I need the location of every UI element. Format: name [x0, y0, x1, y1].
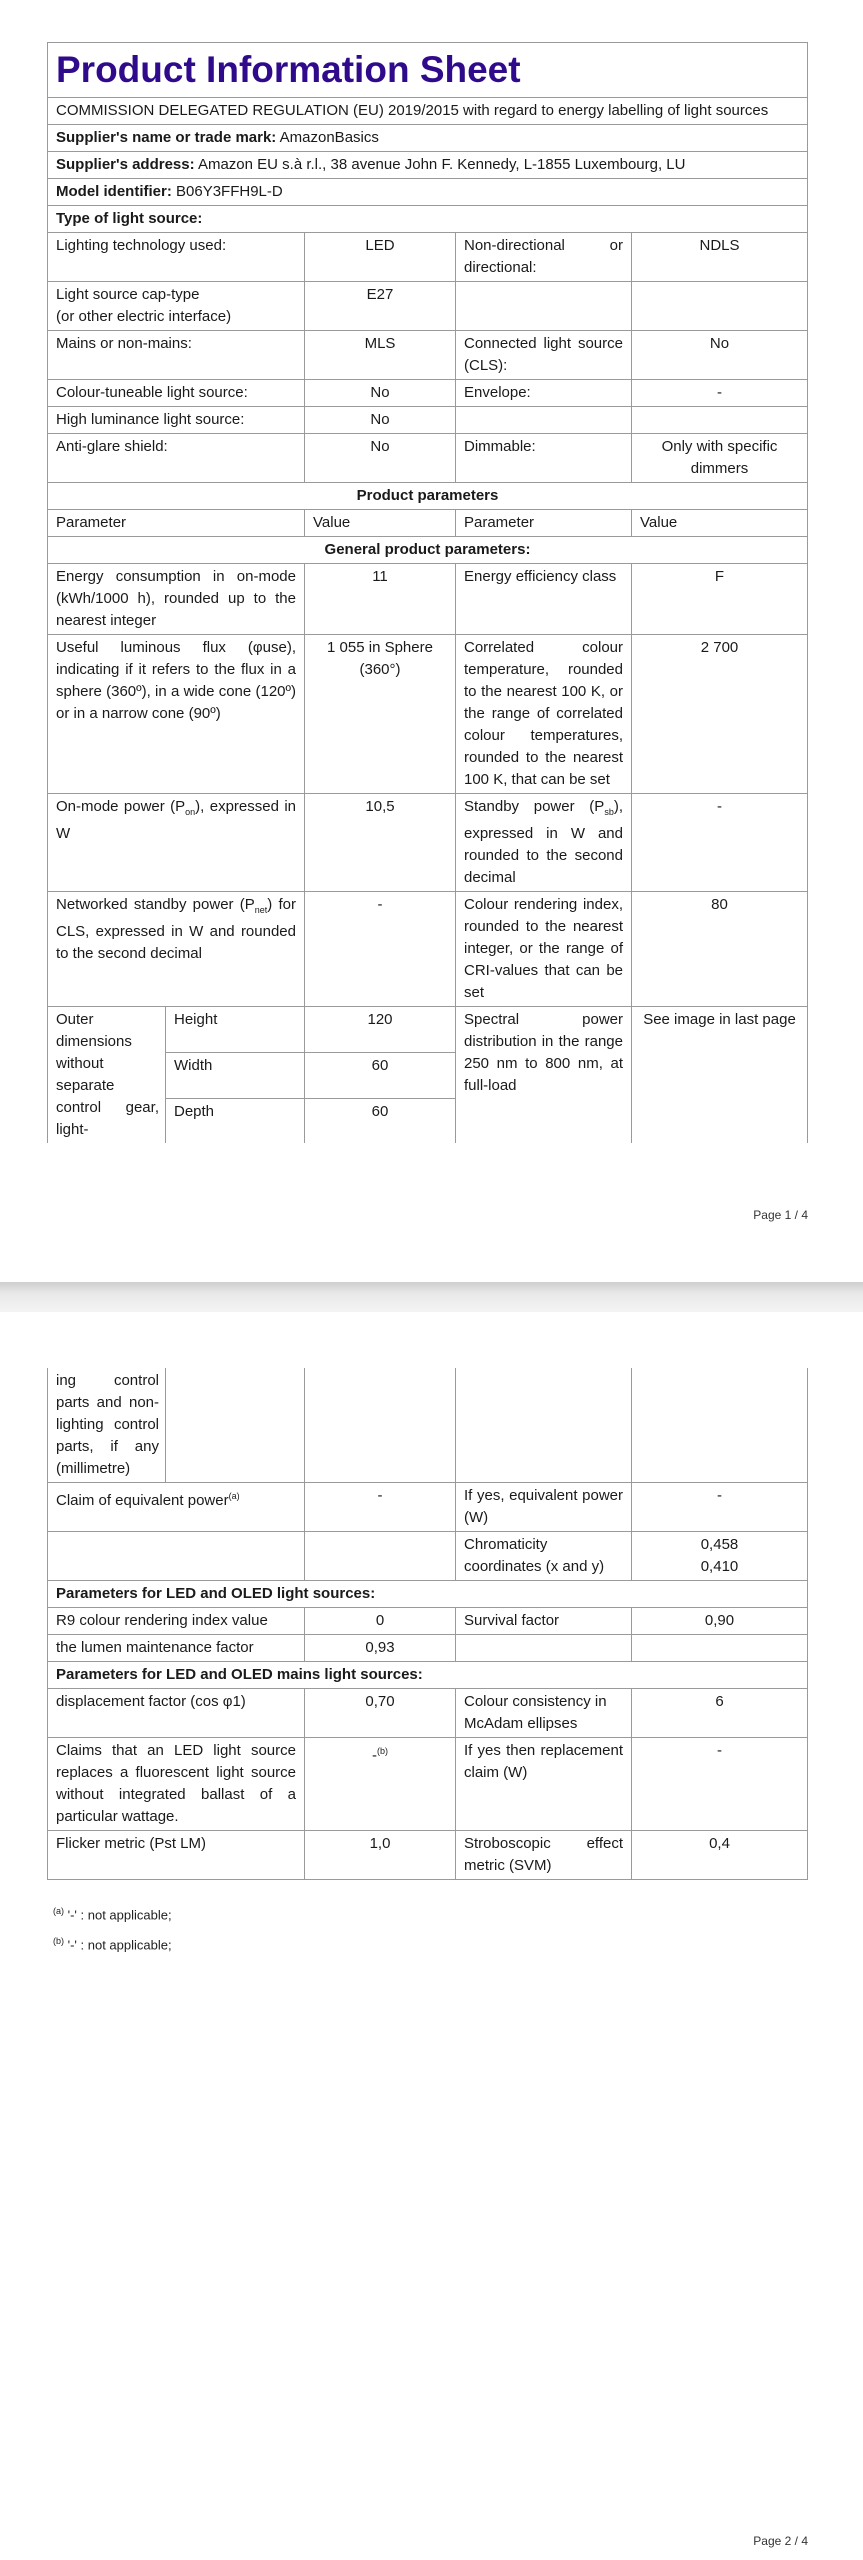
- standby-label: [456, 794, 632, 892]
- height-value: 120: [305, 1007, 456, 1053]
- onpower-label-a: On-mode power (P: [56, 798, 186, 815]
- energy-label: Energy consumption in on-mode (kWh/1000 h), rounded up to the nearest integer: [48, 564, 305, 635]
- depth-value: 60: [305, 1098, 456, 1143]
- footnotes: [53, 1898, 172, 1959]
- width-value: 60: [305, 1052, 456, 1098]
- depth-label: Depth: [166, 1098, 305, 1143]
- svm-label: Stroboscopic effect metric (SVM): [456, 1831, 632, 1880]
- cap-label-line2: (or other electric interface): [56, 308, 232, 325]
- supplier-name-value: AmazonBasics: [279, 129, 379, 146]
- empty-cell: [632, 282, 808, 331]
- standby-label-b: ), expressed in W and rounded to the second decimal: [464, 798, 623, 886]
- replace-w-value: -: [632, 1738, 808, 1831]
- product-params-heading: Product parameters: [48, 483, 808, 510]
- spd-value: See image in last page: [632, 1007, 808, 1144]
- flux-value: 1 055 in Sphere (360°): [305, 635, 456, 794]
- supplier-address-label: Supplier's address:: [56, 156, 195, 173]
- spd-label: Spectral power distribution in the range 250 nm to 800 nm, at full-load: [456, 1007, 632, 1144]
- regulation-text: COMMISSION DELEGATED REGULATION (EU) 2019/2015 with regard to energy labelling of light sources: [48, 98, 808, 125]
- svm-value: 0,4: [632, 1831, 808, 1880]
- outer-dimensions-label: Outer dimensions without separate control gear, light-: [48, 1007, 166, 1144]
- flicker-value: 1,0: [305, 1831, 456, 1880]
- empty-cell: [48, 1532, 305, 1581]
- col-param-2: Parameter: [456, 510, 632, 537]
- col-value-2: Value: [632, 510, 808, 537]
- info-table-page2: [47, 1368, 808, 1880]
- col-param: Parameter: [48, 510, 305, 537]
- cls-value: No: [632, 331, 808, 380]
- model-label: Model identifier:: [56, 183, 172, 200]
- standby-sub: sb: [604, 807, 614, 817]
- replace-w-label: If yes then replacement claim (W): [456, 1738, 632, 1831]
- high-lum-value: No: [305, 407, 456, 434]
- r9-value: 0: [305, 1608, 456, 1635]
- cls-label: Connected light source (CLS):: [456, 331, 632, 380]
- empty-cell: [305, 1368, 456, 1483]
- flicker-label: Flicker metric (Pst LM): [48, 1831, 305, 1880]
- replace-value: [305, 1738, 456, 1831]
- empty-cell: [456, 282, 632, 331]
- antiglare-label: Anti-glare shield:: [48, 434, 305, 483]
- high-lum-label: High luminance light source:: [48, 407, 305, 434]
- consistency-value: 6: [632, 1689, 808, 1738]
- supplier-address-row: [48, 152, 808, 179]
- dimmable-value: Only with specific dimmers: [632, 434, 808, 483]
- onpower-value: 10,5: [305, 794, 456, 892]
- info-table-page1: [47, 42, 808, 1143]
- tech-label: Lighting technology used:: [48, 233, 305, 282]
- model-row: [48, 179, 808, 206]
- chroma-x: 0,458: [700, 1536, 739, 1553]
- onpower-label: [48, 794, 305, 892]
- cap-label-line1: Light source cap-type: [56, 286, 200, 303]
- chroma-value: [632, 1532, 808, 1581]
- netstandby-label-a: Networked standby power (P: [56, 896, 255, 913]
- standby-label-a: Standby power (P: [464, 798, 605, 815]
- directional-label: Non-directional or directional:: [456, 233, 632, 282]
- equiv-value: -: [305, 1483, 456, 1532]
- standby-value: -: [632, 794, 808, 892]
- supplier-address-value: Amazon EU s.à r.l., 38 avenue John F. Kennedy, L-1855 Luxembourg, LU: [197, 156, 686, 173]
- replace-value-text: -: [372, 1747, 377, 1764]
- led-params-heading: Parameters for LED and OLED light sources:: [48, 1581, 808, 1608]
- equiv-sup: (a): [228, 1491, 240, 1501]
- directional-value: NDLS: [632, 233, 808, 282]
- cct-label: Correlated colour temperature, rounded to the nearest 100 K, or the range of correlated colour temperatures, rounded to the nearest 100 K, that can be set: [456, 635, 632, 794]
- mains-params-heading: Parameters for LED and OLED mains light sources:: [48, 1662, 808, 1689]
- page-title: Product Information Sheet: [48, 43, 808, 98]
- netstandby-label: [48, 892, 305, 1007]
- equiv-label-text: Claim of equivalent power: [56, 1492, 229, 1509]
- chroma-label: Chromaticity coordinates (x and y): [456, 1532, 632, 1581]
- empty-cell: [166, 1368, 305, 1483]
- equiv-w-label: If yes, equivalent power (W): [456, 1483, 632, 1532]
- cap-label: [48, 282, 305, 331]
- empty-cell: [632, 407, 808, 434]
- onpower-sub: on: [185, 807, 196, 817]
- empty-cell: [305, 1532, 456, 1581]
- col-value: Value: [305, 510, 456, 537]
- tuneable-value: No: [305, 380, 456, 407]
- cri-value: 80: [632, 892, 808, 1007]
- antiglare-value: No: [305, 434, 456, 483]
- survival-value: 0,90: [632, 1608, 808, 1635]
- consistency-label: Colour consistency in McAdam ellipses: [456, 1689, 632, 1738]
- mains-value: MLS: [305, 331, 456, 380]
- empty-cell: [456, 1635, 632, 1662]
- tech-value: LED: [305, 233, 456, 282]
- empty-cell: [456, 407, 632, 434]
- footnote-b-text: '-' : not applicable;: [64, 1937, 172, 1953]
- cap-value: E27: [305, 282, 456, 331]
- envelope-value: -: [632, 380, 808, 407]
- flux-label: Useful luminous flux (φuse), indicating if it refers to the flux in a sphere (360º), in a wide cone (120º) or in a narrow cone (90º): [48, 635, 305, 794]
- energy-value: 11: [305, 564, 456, 635]
- footnote-a: [53, 1898, 172, 1928]
- netstandby-sub: net: [254, 905, 268, 915]
- tuneable-label: Colour-tuneable light source:: [48, 380, 305, 407]
- mains-label: Mains or non-mains:: [48, 331, 305, 380]
- supplier-name-row: [48, 125, 808, 152]
- survival-label: Survival factor: [456, 1608, 632, 1635]
- netstandby-label-b: ) for CLS, expressed in W and rounded to the second decimal: [56, 896, 297, 962]
- equiv-w-value: -: [632, 1483, 808, 1532]
- footnote-b: [53, 1928, 172, 1958]
- footnote-a-mark: (a): [53, 1906, 64, 1916]
- onpower-label-b: ), expressed in W: [56, 798, 296, 842]
- lumen-label: the lumen maintenance factor: [48, 1635, 305, 1662]
- outer-dimensions-label-cont: ing control parts and non-lighting control parts, if any (millimetre): [48, 1368, 166, 1483]
- height-label: Height: [166, 1007, 305, 1053]
- footnote-a-text: '-' : not applicable;: [64, 1907, 172, 1923]
- equiv-label: [48, 1483, 305, 1532]
- cri-label: Colour rendering index, rounded to the nearest integer, or the range of CRI-values that can be set: [456, 892, 632, 1007]
- type-heading: Type of light source:: [48, 206, 808, 233]
- efficiency-value: F: [632, 564, 808, 635]
- dimmable-label: Dimmable:: [456, 434, 632, 483]
- empty-cell: [456, 1368, 632, 1483]
- efficiency-label: Energy efficiency class: [456, 564, 632, 635]
- page-number-1: Page 1 / 4: [753, 1208, 808, 1222]
- page-separator: [0, 1282, 863, 1312]
- r9-label: R9 colour rendering index value: [48, 1608, 305, 1635]
- disp-value: 0,70: [305, 1689, 456, 1738]
- page-number-2: Page 2 / 4: [753, 2534, 808, 2548]
- lumen-value: 0,93: [305, 1635, 456, 1662]
- netstandby-value: -: [305, 892, 456, 1007]
- envelope-label: Envelope:: [456, 380, 632, 407]
- empty-cell: [632, 1368, 808, 1483]
- model-value: B06Y3FFH9L-D: [176, 183, 283, 200]
- footnote-b-mark: (b): [53, 1936, 64, 1947]
- supplier-name-label: Supplier's name or trade mark:: [56, 129, 277, 146]
- replace-label: Claims that an LED light source replaces a fluorescent light source without integrated ballast of a particular wattage.: [48, 1738, 305, 1831]
- general-params-heading: General product parameters:: [48, 537, 808, 564]
- page-2: [0, 1312, 863, 2560]
- empty-cell: [632, 1635, 808, 1662]
- width-label: Width: [166, 1052, 305, 1098]
- chroma-y: 0,410: [700, 1558, 739, 1575]
- cct-value: 2 700: [632, 635, 808, 794]
- replace-sup: (b): [377, 1746, 388, 1756]
- disp-label: displacement factor (cos φ1): [48, 1689, 305, 1738]
